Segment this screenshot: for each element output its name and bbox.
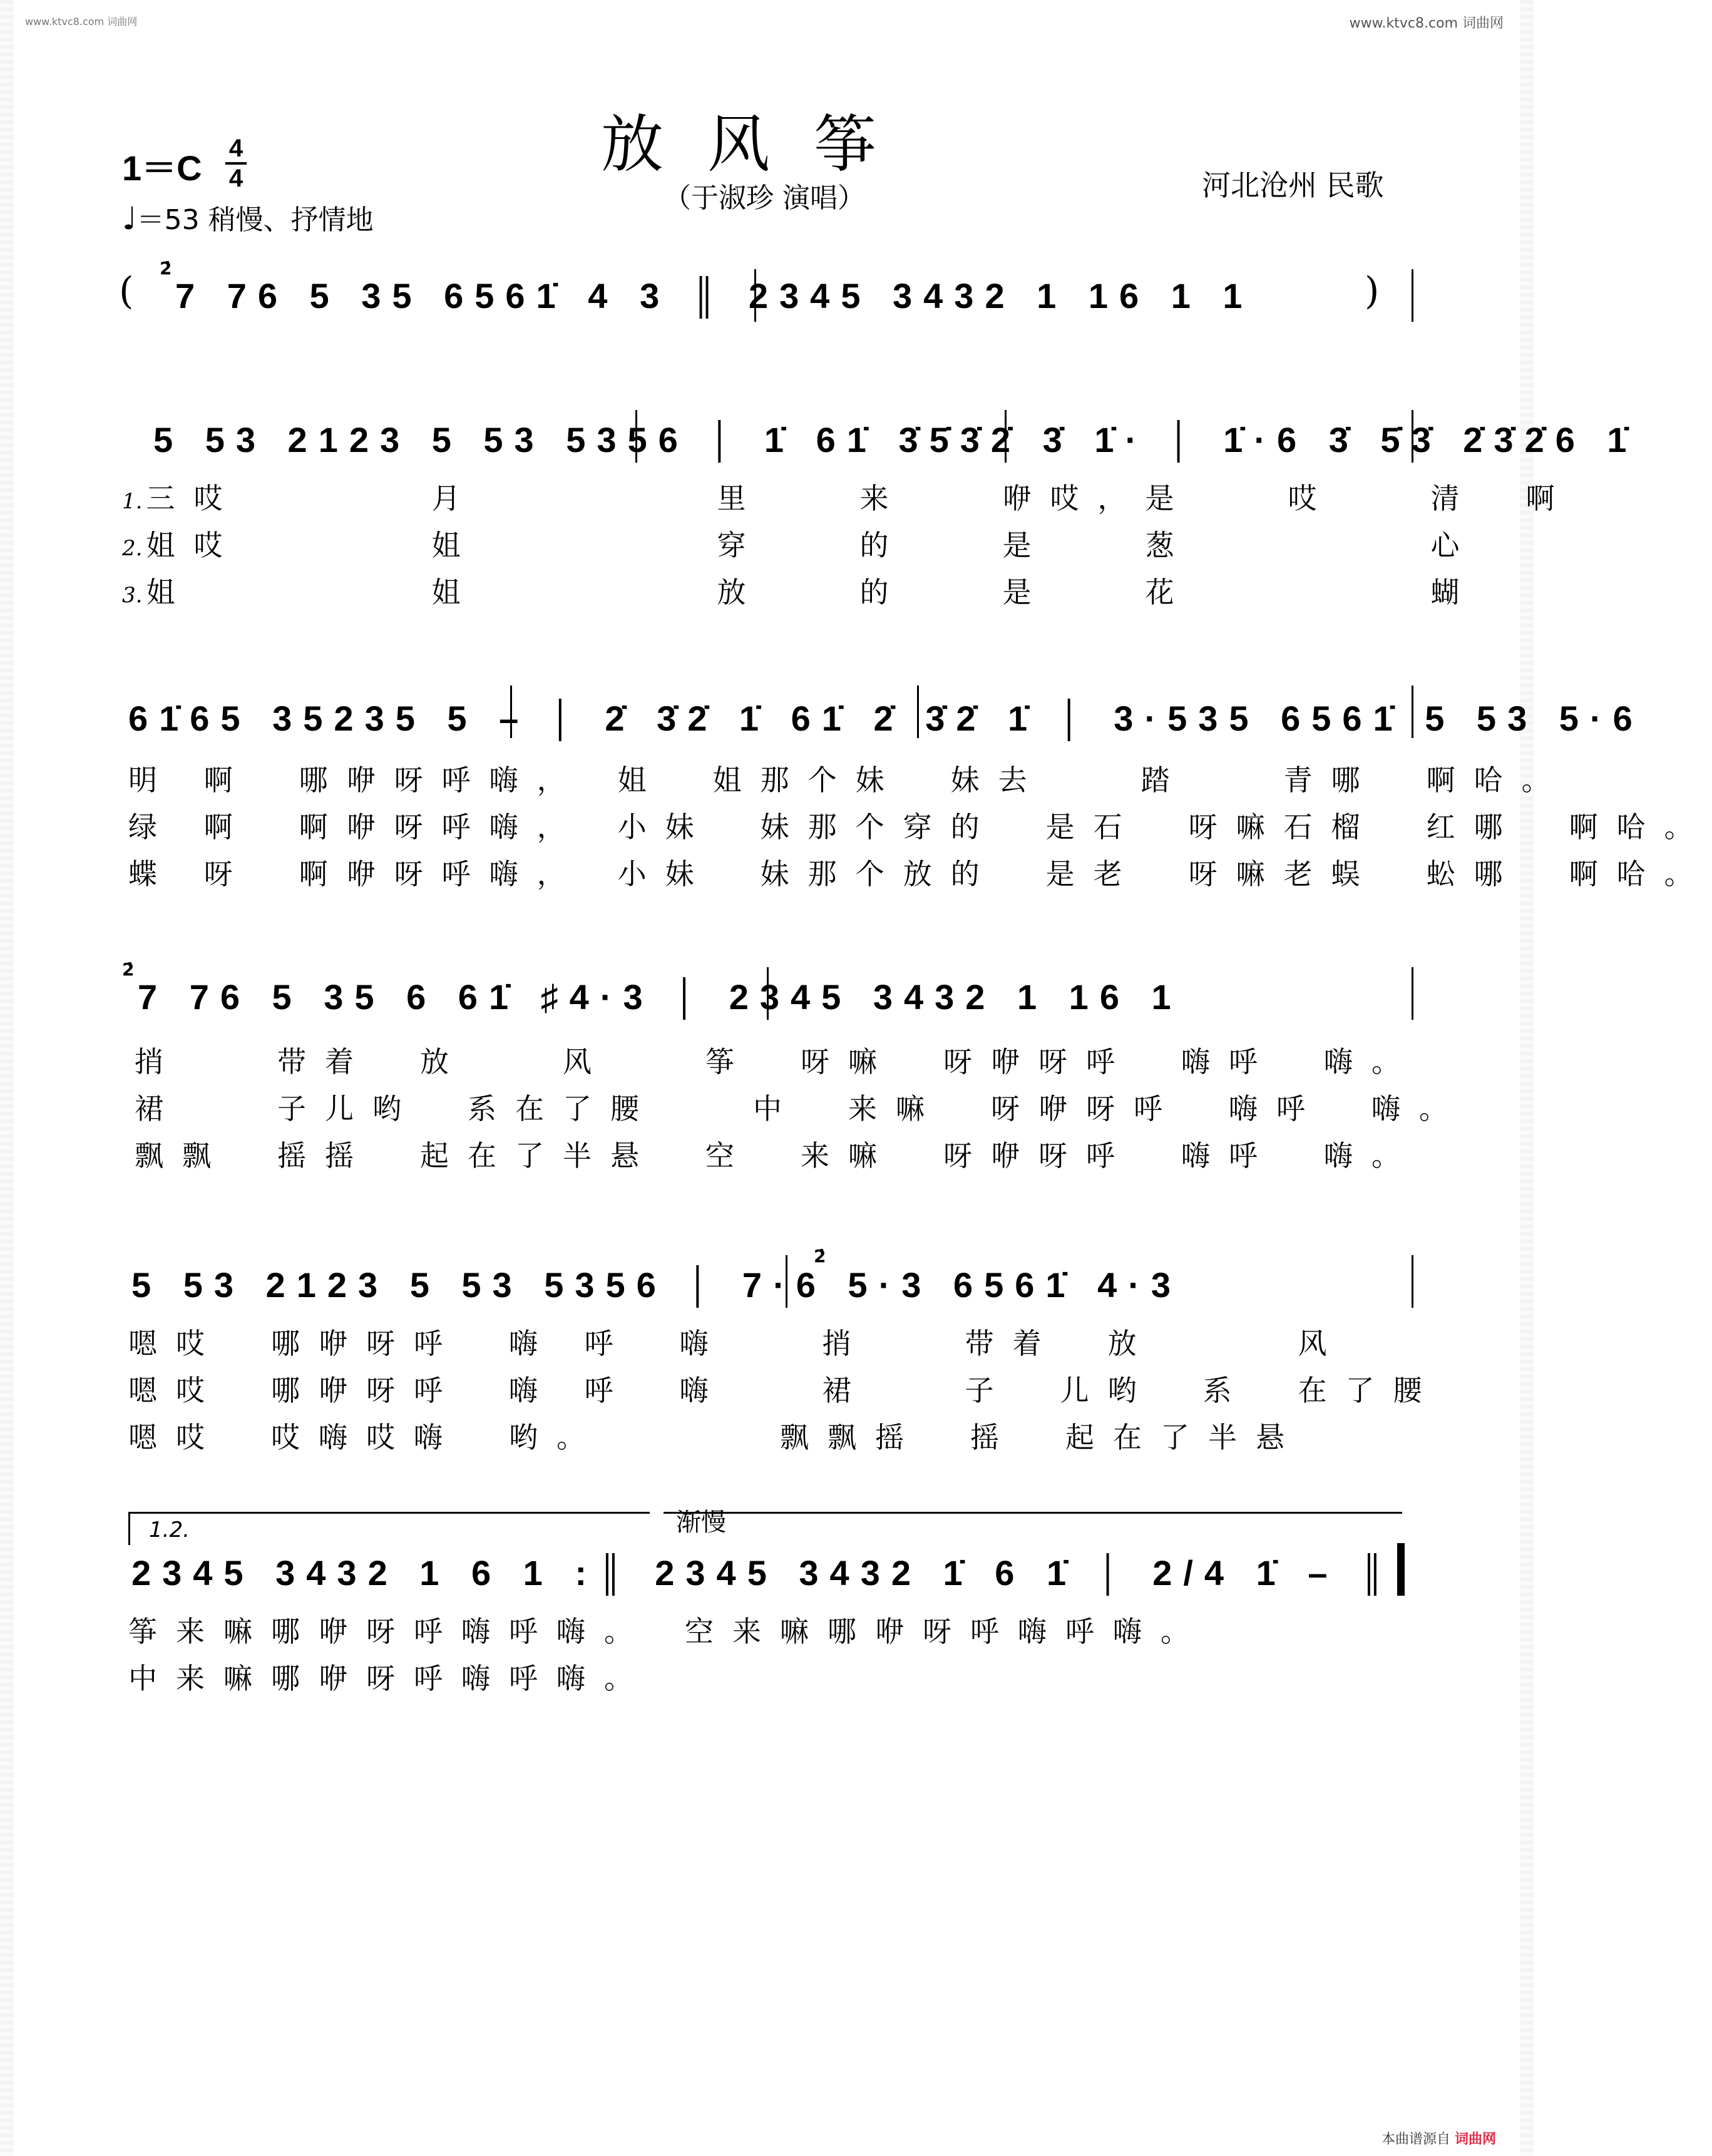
barline [635, 410, 637, 463]
time-signature [225, 135, 247, 192]
barline [767, 967, 769, 1020]
barline [1412, 1255, 1413, 1308]
line2-verse1: 明 啊 哪咿呀呼嗨， 姐 姐那个妹 妹去 踏 青哪 啊哈。 [128, 763, 1569, 797]
site-watermark-left: www.ktvc8.com 词曲网 [25, 16, 138, 28]
footer-source [1381, 2128, 1496, 2148]
line5-notation: 2345 3432 1 6 1 :║ 2345 3432 1̇ 6 1̇ │ 2/4 1̇ – ║ [131, 1553, 1396, 1593]
barline [1412, 410, 1413, 463]
time-sig-bottom: 4 [228, 165, 243, 192]
barline [1005, 410, 1007, 463]
intro-notation: 7 76 5 35 6561̇ 4 3 ║ 2345 3432 1 16 1 1 [175, 276, 1254, 316]
footer-source-label: 本曲谱源自 [1381, 2132, 1450, 2147]
line2-verse3: 蝶 呀 啊咿呀呼嗨， 小妹 妹那个放的 是老 呀嘛老蜈 蚣哪 啊哈。 [128, 857, 1712, 891]
line4-notation: 5 53 2123 5 53 5356 │ 7·6 5·3 6561̇ 4·3 [131, 1265, 1182, 1305]
quarter-note-icon: ♩ [122, 200, 137, 237]
barline [754, 269, 756, 322]
volta-label: 1.2. [149, 1517, 190, 1543]
rit-marking: 渐慢 [676, 1508, 726, 1537]
open-paren: ( [119, 269, 134, 313]
line1-verse1: 1. 三哎 月 里 来 咿哎，是 哎 清 啊 [122, 481, 1574, 515]
barline [1412, 269, 1413, 322]
barline [1412, 967, 1413, 1020]
footer-site-logo[interactable]: 词曲网 [1454, 2132, 1496, 2147]
grace-note: 2̇ [122, 959, 135, 980]
barline [510, 685, 512, 738]
final-barline [1397, 1543, 1405, 1596]
line5-verse1: 筝来嘛哪咿呀呼嗨呼嗨。 空来嘛哪咿呀呼嗨呼嗨。 [128, 1614, 1208, 1648]
line2-verse2: 绿 啊 啊咿呀呼嗨， 小妹 妹那个穿的 是石 呀嘛石榴 红哪 啊哈。 [128, 810, 1712, 844]
line3-verse1: 捎 带着 放 风 筝 呀嘛 呀咿呀呼 嗨呼 嗨。 [135, 1045, 1419, 1079]
left-margin-strip [0, 0, 14, 2156]
line4-verse3: 嗯哎 哎嗨哎嗨 哟。 飘飘摇 摇 起在了半悬 [128, 1420, 1303, 1454]
line1-verse3: 3. 姐 姐 放 的 是 花 蝴 [122, 575, 1479, 609]
verse-number: 3. [122, 583, 143, 608]
line3-verse3: 飘飘 摇摇 起在了半悬 空 来嘛 呀咿呀呼 嗨呼 嗨。 [135, 1139, 1419, 1173]
verse-number: 2. [122, 536, 143, 561]
key-signature: 1＝C [122, 148, 202, 188]
barline [1412, 685, 1413, 738]
close-paren: ) [1365, 269, 1380, 313]
grace-note: 2̇ [814, 1246, 826, 1266]
line3-verse2: 裙 子儿哟 系在了腰 中 来嘛 呀咿呀呼 嗨呼 嗨。 [135, 1092, 1467, 1126]
rit-bracket [664, 1512, 1402, 1545]
line4-verse2: 嗯哎 哪咿呀呼 嗨 呼 嗨 裙 子 儿哟 系 在了腰 [128, 1373, 1441, 1407]
performer: （于淑珍 演唱） [664, 182, 865, 214]
time-sig-top: 4 [228, 135, 243, 162]
line3-notation: 7 76 5 35 6 61̇ ♯4·3 │ 2345 3432 1 16 1 [138, 977, 1182, 1017]
barline [786, 1255, 787, 1308]
volta-bracket [128, 1512, 650, 1545]
right-margin-strip [1520, 0, 1534, 2156]
verse-number: 1. [122, 489, 143, 514]
grace-note: 2̇ [160, 258, 172, 279]
line4-verse1: 嗯哎 哪咿呀呼 嗨 呼 嗨 捎 带着 放 风 [128, 1327, 1346, 1360]
line5-verse2: 中来嘛哪咿呀呼嗨呼嗨。 [128, 1661, 652, 1695]
site-watermark-right: www.ktvc8.com 词曲网 [1349, 16, 1504, 31]
song-title: 放风筝 [601, 108, 920, 181]
song-origin: 河北沧州 民歌 [1202, 168, 1384, 202]
line1-notation: 5 53 2123 5 53 5356 │ 1̇ 61̇ 3̇5̇3̇2̇ 3̇ 1̇· │ 1̇·6 3̇ 5̇3̇ 2̇3̇2̇6 1̇ [153, 420, 1638, 459]
barline [917, 685, 919, 738]
tempo-text: ＝53 稍慢、抒情地 [136, 204, 374, 236]
line2-notation: 61̇65 35235 5 – │ 2̇ 3̇2̇ 1̇ 61̇ 2̇ 3̇2̇ 1̇ │ 3·535 6561̇ 5 53 5·6 [128, 699, 1644, 738]
line1-verse2: 2. 姐哎 姐 穿 的 是 葱 心 [122, 528, 1479, 562]
tempo-marking [122, 197, 374, 237]
